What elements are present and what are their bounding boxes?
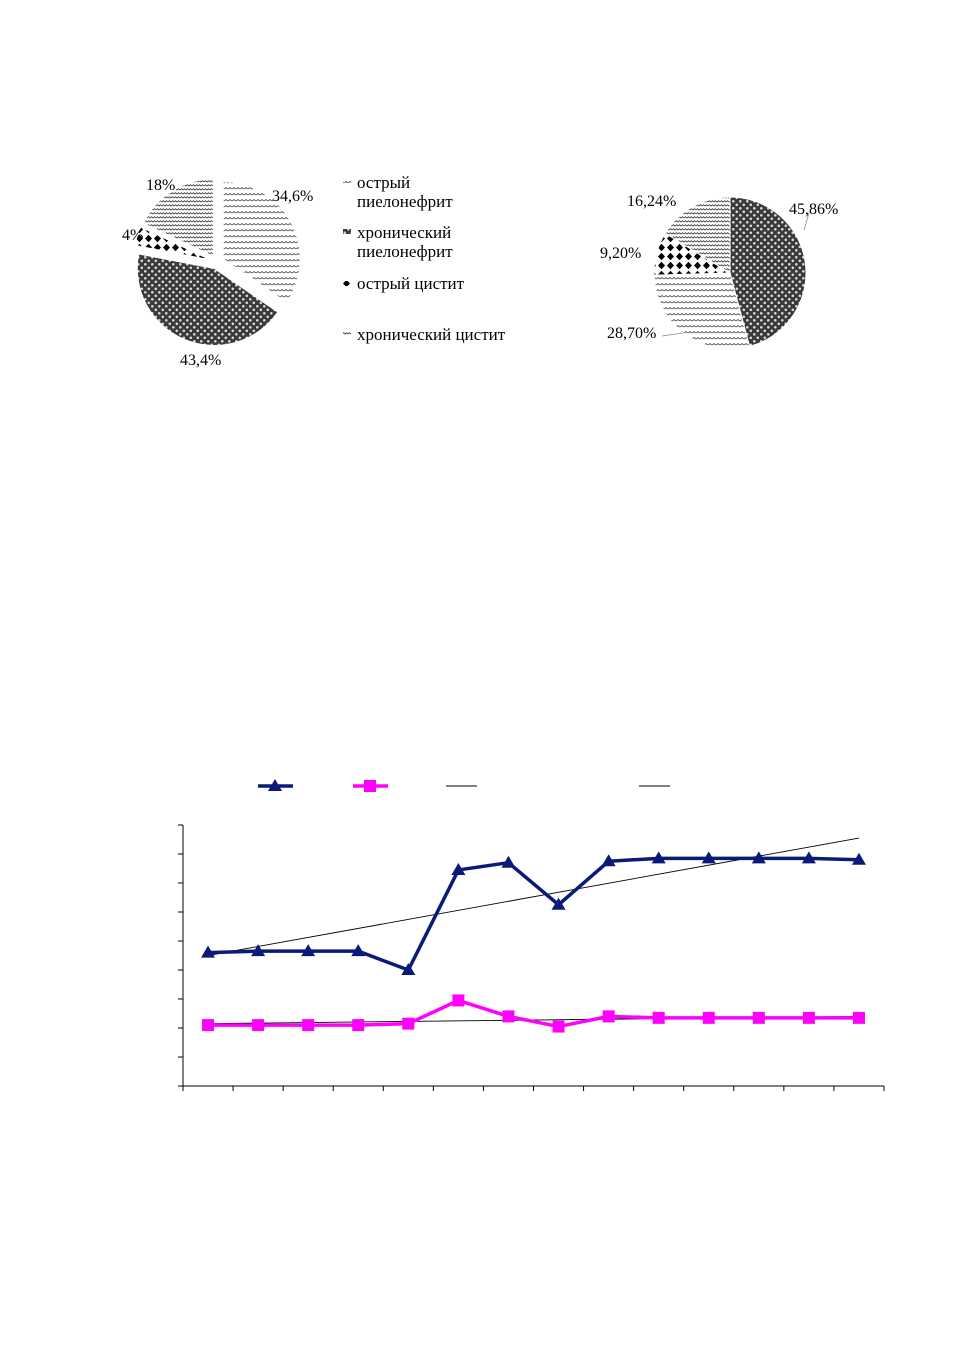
legend-item-0 [343, 173, 453, 211]
series-1-point [753, 1012, 765, 1024]
series-1-point [302, 1019, 314, 1031]
legend-item-2 [343, 274, 465, 293]
legend-item-1 [343, 223, 453, 261]
pie2-label-1: 28,70% [607, 325, 657, 342]
pie2-label-3: 16,24% [627, 193, 677, 210]
legend-swatch-2 [343, 281, 350, 286]
series-1-point [553, 1021, 565, 1033]
pie1-label-3: 18% [146, 177, 176, 194]
legend-item-3 [343, 325, 506, 344]
legend-swatch-0 [343, 179, 351, 183]
legend-label-1-line2: пиелонефрит [357, 242, 453, 261]
legend-label-2: острый цистит [357, 274, 465, 293]
line-chart-legend [258, 779, 670, 792]
pie1-label-2: 4% [122, 227, 144, 244]
series-1-point [452, 994, 464, 1006]
pie2-label-2: 9,20% [600, 245, 642, 262]
line-chart-trendlines [208, 838, 859, 1024]
series-1-point [803, 1012, 815, 1024]
line-chart-series [201, 851, 866, 1032]
pie-charts-area [0, 0, 954, 420]
legend-swatch-3 [343, 332, 351, 336]
series-1-point [402, 1018, 414, 1030]
pie1-label-0: 34,6% [272, 188, 314, 205]
legend-label-0-line2: пиелонефрит [357, 192, 453, 211]
pie-chart-2 [654, 197, 806, 349]
pie2-label-0: 45,86% [789, 201, 839, 218]
series-1-point [853, 1012, 865, 1024]
line-chart-axes [178, 825, 884, 1091]
series-1-point [252, 1019, 264, 1031]
series-1-point [603, 1010, 615, 1022]
series-1-point [202, 1019, 214, 1031]
pie2-leader-1 [662, 333, 683, 336]
line-chart [0, 760, 954, 1140]
legend-swatch-1 [343, 229, 351, 234]
legend-label-0-line1: острый [357, 173, 411, 192]
legend-label-1-line1: хронический [357, 223, 452, 242]
legend-label-3: хронический цистит [357, 325, 506, 344]
pie-chart-1-legend [343, 173, 506, 344]
series-1-point [352, 1019, 364, 1031]
pie1-label-1: 43,4% [180, 352, 222, 369]
series-1-point [502, 1010, 514, 1022]
series-1-point [703, 1012, 715, 1024]
series-1-point [653, 1012, 665, 1024]
legend-series-1-marker [364, 780, 376, 792]
